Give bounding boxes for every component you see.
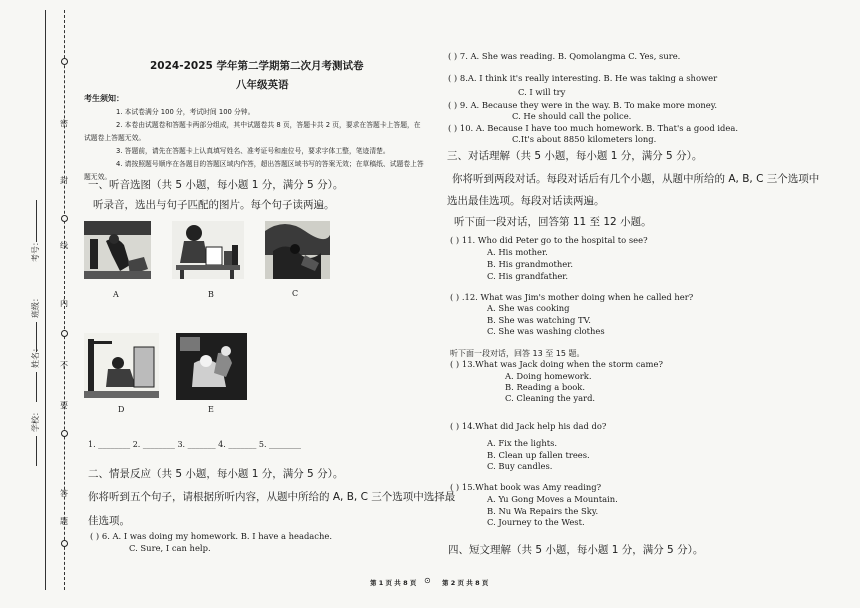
binding-hole bbox=[61, 215, 68, 222]
page-number-right: 第 2 页 共 8 页 bbox=[442, 579, 489, 587]
picture-label-a: A bbox=[113, 290, 119, 299]
question-14-option: B. Clean up fallen trees. bbox=[487, 450, 590, 460]
name-line bbox=[36, 372, 37, 402]
section2-instruction: 你将听到五个句子，请根据所听内容，从题中所给的 A, B, C 三个选项中选择最 bbox=[88, 491, 456, 503]
question-11: ( ) 11. Who did Peter go to the hospital to see? bbox=[450, 235, 648, 245]
question-8: ( ) 8.A. I think it's really interesting. B. He was taking a shower bbox=[448, 73, 718, 83]
picture-label-c: C bbox=[292, 289, 299, 298]
notice-line: 3. 答题前，请先在答题卡上认真填写姓名、准考证号和座位号，要求字体工整，笔迹清楚。 bbox=[116, 147, 390, 155]
notice-line: 4. 请按照题号顺序在各题目的答题区域内作答，超出答题区域书写的答案无效；在草稿纸、试题卷上答 bbox=[116, 160, 424, 168]
picture-d bbox=[84, 333, 159, 398]
section1-title: 一、听音选图（共 5 小题，每小题 1 分，满分 5 分）。 bbox=[88, 179, 344, 191]
notice-line: 2. 本卷由试题卷和答题卡两部分组成，其中试题卷共 8 页，答题卡共 2 页，要求在答题卡上答题，在 bbox=[116, 121, 421, 129]
dialog2-intro: 听下面一段对话，回答 13 至 15 题。 bbox=[450, 349, 585, 358]
binding-hole bbox=[61, 58, 68, 65]
question-11-option: C. His grandfather. bbox=[487, 271, 569, 281]
question-12-option: B. She was watching TV. bbox=[487, 315, 591, 325]
question-13-option: A. Doing homework. bbox=[505, 371, 592, 381]
question-12: ( ) .12. What was Jim's mother doing when he called her? bbox=[450, 292, 694, 302]
question-10: ( ) 10. A. Because I have too much homework. B. That's a good idea. bbox=[448, 123, 739, 133]
page-number-left: 第 1 页 共 8 页 bbox=[370, 579, 417, 587]
question-13-option: B. Reading a book. bbox=[505, 382, 586, 392]
question-15-option: A. Yu Gong Moves a Mountain. bbox=[487, 494, 618, 504]
picture-c bbox=[265, 221, 330, 279]
section3-instruction: 选出最佳选项。每段对话读两遍。 bbox=[447, 195, 605, 207]
picture-label-e: E bbox=[208, 405, 214, 414]
section4-title: 四、短文理解（共 5 小题，每小题 1 分，满分 5 分）。 bbox=[448, 544, 704, 556]
seal-char: 要 bbox=[60, 401, 68, 410]
question-13-option: C. Cleaning the yard. bbox=[505, 393, 596, 403]
question-14-option: A. Fix the lights. bbox=[487, 438, 558, 448]
page-divider-icon: ⊙ bbox=[424, 576, 431, 585]
question-6: ( ) 6. A. I was doing my homework. B. I have a headache. bbox=[90, 531, 332, 541]
picture-a bbox=[84, 221, 151, 279]
school-line bbox=[36, 436, 37, 466]
question-12-option: C. She was washing clothes bbox=[487, 326, 605, 336]
exam-number-field[interactable]: 考号： bbox=[31, 238, 40, 262]
binding-hole bbox=[61, 540, 68, 547]
notice-line: 1. 本试卷满分 100 分，考试时间 100 分钟。 bbox=[116, 108, 255, 116]
binding-hole bbox=[61, 330, 68, 337]
exam-title: 2024-2025 学年第二学期第二次月考测试卷 bbox=[150, 60, 364, 72]
class-field[interactable]: 班级： bbox=[31, 294, 40, 318]
question-8-option-c: C. I will try bbox=[518, 87, 566, 97]
picture-label-b: B bbox=[208, 290, 214, 299]
exam-number-line bbox=[36, 200, 37, 242]
binding-hole bbox=[61, 430, 68, 437]
question-10-option-c: C.It's about 8850 kilometers long. bbox=[512, 134, 657, 144]
notice-heading: 考生须知： bbox=[84, 94, 124, 103]
seal-char: 内 bbox=[60, 299, 68, 308]
picture-b bbox=[172, 221, 244, 279]
question-14-option: C. Buy candles. bbox=[487, 461, 553, 471]
seal-char: 线 bbox=[60, 241, 68, 250]
question-15: ( ) 15.What book was Amy reading? bbox=[450, 482, 602, 492]
question-9-option-c: C. He should call the police. bbox=[512, 111, 632, 121]
question-14: ( ) 14.What did Jack help his dad do? bbox=[450, 421, 607, 431]
question-7: ( ) 7. A. She was reading. B. Qomolangma C. Yes, sure. bbox=[448, 51, 681, 61]
seal-char: 封 bbox=[60, 176, 68, 185]
question-6-option-c: C. Sure, I can help. bbox=[129, 543, 211, 553]
seal-char: 不 bbox=[60, 361, 68, 370]
binding-line-outer bbox=[45, 10, 46, 590]
school-field[interactable]: 学校： bbox=[31, 408, 40, 432]
exam-subject: 八年级英语 bbox=[236, 79, 289, 91]
notice-line: 试题卷上答题无效。 bbox=[84, 134, 146, 142]
question-11-option: B. His grandmother. bbox=[487, 259, 573, 269]
question-15-option: C. Journey to the West. bbox=[487, 517, 585, 527]
question-11-option: A. His mother. bbox=[487, 247, 548, 257]
notice-line: 题无效。 bbox=[84, 173, 112, 181]
picture-label-d: D bbox=[118, 405, 125, 414]
section2-title: 二、情景反应（共 5 小题，每小题 1 分，满分 5 分）。 bbox=[88, 468, 344, 480]
section3-instruction: 你将听到两段对话。每段对话后有几个小题，从题中所给的 A, B, C 三个选项中 bbox=[452, 173, 820, 185]
seal-char: 密 bbox=[60, 119, 68, 128]
question-9: ( ) 9. A. Because they were in the way. B. To make more money. bbox=[448, 100, 718, 110]
question-12-option: A. She was cooking bbox=[487, 303, 570, 313]
section3-title: 三、对话理解（共 5 小题，每小题 1 分，满分 5 分）。 bbox=[447, 150, 703, 162]
section2-instruction: 佳选项。 bbox=[88, 515, 130, 527]
question-13: ( ) 13.What was Jack doing when the storm came? bbox=[450, 359, 663, 369]
seal-char: 题 bbox=[60, 517, 68, 526]
answer-blanks[interactable]: 1. ________ 2. ________ 3. _______ 4. _______ 5. ________ bbox=[88, 440, 302, 449]
question-15-option: B. Nu Wa Repairs the Sky. bbox=[487, 506, 599, 516]
section1-instruction: 听录音，选出与句子匹配的图片。每个句子读两遍。 bbox=[93, 199, 335, 211]
picture-e bbox=[176, 333, 247, 400]
name-field[interactable]: 姓名： bbox=[31, 344, 40, 368]
seal-char: 答 bbox=[60, 489, 68, 498]
dialog1-intro: 听下面一段对话，回答第 11 至 12 小题。 bbox=[454, 216, 652, 228]
